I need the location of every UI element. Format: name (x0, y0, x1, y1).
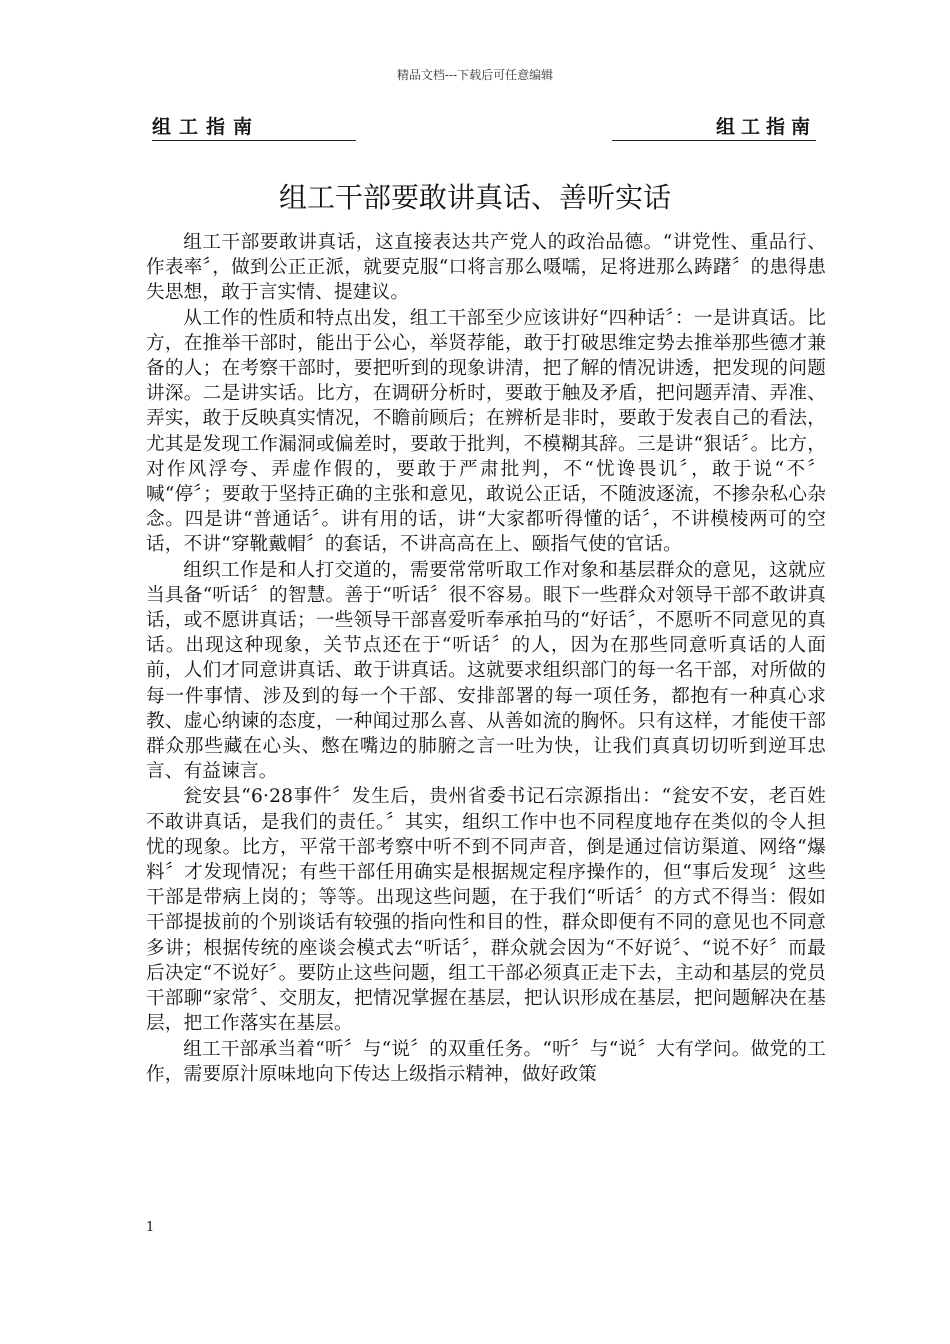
top-note: 精品文档---下载后可任意编辑 (396, 68, 554, 82)
paragraph: 组工干部承当着“听〞与“说〞的双重任务。“听〞与“说〞大有学问。做党的工作，需要原汁原味地向下传达上级指示精神，做好政策 (146, 1038, 826, 1085)
header-left-label: 组工指南 (152, 112, 356, 141)
paragraph: 从工作的性质和特点出发，组工干部至少应该讲好“四种话〞：一是讲真话。比方，在推举干部时，能出于公心，举贤荐能，敢于打破思维定势去推举那些德才兼备的人；在考察干部时，要把听到的现象讲清，把了解的情况讲透，把发现的问题讲深。二是讲实话。比方，在调研分析时，要敢于触及矛盾，把问题弄清、弄准、弄实，敢于反映真实情况，不瞻前顾后；在辨析是非时，要敢于发表自己的看法，尤其是发现工作漏洞或偏差时，要敢于批判，不模糊其辞。三是讲“狠话〞。比方，对作风浮夸、弄虚作假的，要敢于严肃批判，不“忧谗畏讥〞，敢于说“不〞喊“停〞；要敢于坚持正确的主张和意见，敢说公正话，不随波逐流，不掺杂私心杂念。四是讲“普通话〞。讲有用的话，讲“大家都听得懂的话〞，不讲模棱两可的空话，不讲“穿靴戴帽〞的套话，不讲高高在上、颐指气使的官话。 (146, 307, 826, 556)
document-body (146, 230, 826, 1087)
paragraph: 组织工作是和人打交道的，需要常常听取工作对象和基层群众的意见，这就应当具备“听话〞的智慧。善于“听话〞很不容易。眼下一些群众对领导干部不敢讲真话，或不愿讲真话；一些领导干部喜爱听奉承拍马的“好话〞，不愿听不同意见的真话。出现这种现象，关节点还在于“听话〞的人，因为在那些同意听真话的人面前，人们才同意讲真话、敢于讲真话。这就要求组织部门的每一名干部，对所做的每一件事情、涉及到的每一个干部、安排部署的每一项任务，都抱有一种真心求教、虚心纳谏的态度，一种闻过那么喜、从善如流的胸怀。只有这样，才能使干部群众那些藏在心头、憋在嘴边的肺腑之言一吐为快，让我们真真切切听到逆耳忠言、有益谏言。 (146, 559, 826, 783)
document-title: 组工干部要敢讲真话、善听实话 (278, 181, 671, 214)
page-number: 1 (146, 1220, 155, 1235)
paragraph: 组工干部要敢讲真话，这直接表达共产党人的政治品德。“讲党性、重品行、作表率〞，做到公正正派，就要克服“口将言那么嗫嚅，足将进那么踌躇〞的患得患失思想，敢于言实情、提建议。 (146, 232, 826, 304)
header-right-label: 组工指南 (612, 112, 816, 141)
paragraph: 瓮安县“6·28事件〞发生后，贵州省委书记石宗源指出：“瓮安不安，老百姓不敢讲真话，是我们的责任。〞其实，组织工作中也不同程度地存在类似的令人担忧的现象。比方，平常干部考察中听不到不同声音，倒是通过信访渠道、网络“爆料〞才发现情况；有些干部任用确实是根据规定程序操作的，但“事后发现〞这些干部是带病上岗的；等等。出现这些问题，在于我们“听话〞的方式不得当：假如干部提拔前的个别谈话有较强的指向性和目的性，群众即便有不同的意见也不同意多讲；根据传统的座谈会模式去“听话〞，群众就会因为“不好说〞、“说不好〞而最后决定“不说好〞。要防止这些问题，组工干部必须真正走下去，主动和基层的党员干部聊“家常〞、交朋友，把情况掌握在基层，把认识形成在基层，把问题解决在基层，把工作落实在基层。 (146, 786, 826, 1035)
